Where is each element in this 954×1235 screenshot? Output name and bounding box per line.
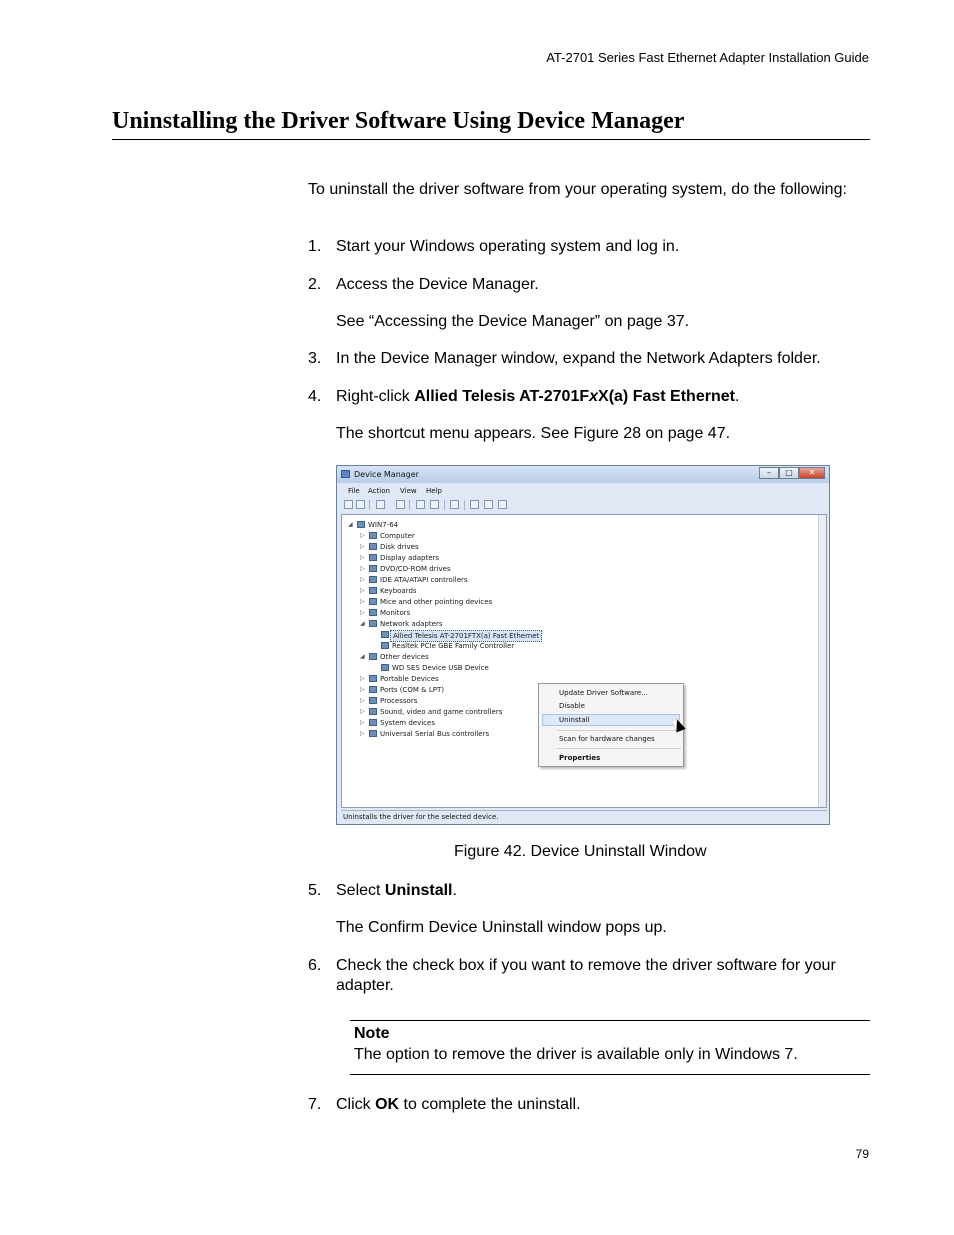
uninstall-icon[interactable] — [484, 500, 493, 509]
toolbar-separator — [444, 500, 445, 510]
tree-label: Computer — [380, 532, 415, 540]
ide-icon — [369, 576, 377, 583]
processor-icon — [369, 697, 377, 704]
expand-arrow-icon[interactable]: ▷ — [360, 697, 365, 704]
menu-item-scan-hardware[interactable]: Scan for hardware changes — [559, 735, 655, 743]
expand-arrow-icon[interactable]: ◢ — [360, 653, 365, 660]
uninstall-bold: Uninstall — [384, 882, 453, 899]
step-text-prefix: Right-click — [336, 388, 415, 405]
step-number: 4. — [308, 388, 322, 405]
update-driver-icon[interactable] — [470, 500, 479, 509]
device-tree — [341, 514, 827, 808]
tree-label: Realtek PCIe GBE Family Controller — [392, 642, 515, 650]
portable-device-icon — [369, 675, 377, 682]
menu-item-uninstall[interactable]: Uninstall — [559, 716, 590, 724]
expand-arrow-icon[interactable]: ▷ — [360, 609, 365, 616]
expand-arrow-icon[interactable]: ▷ — [360, 554, 365, 561]
device-manager-icon — [341, 470, 350, 478]
tree-label: Mice and other pointing devices — [380, 598, 493, 606]
window-controls — [759, 467, 825, 479]
intro-paragraph: To uninstall the driver software from your operating system, do the following: — [308, 181, 847, 198]
properties-icon[interactable] — [396, 500, 405, 509]
dvd-icon — [369, 565, 377, 572]
mouse-icon — [369, 598, 377, 605]
step-2-detail: See “Accessing the Device Manager” on page 37. — [336, 313, 690, 330]
status-bar: Uninstalls the driver for the selected device. — [341, 810, 827, 822]
expand-arrow-icon[interactable]: ▷ — [360, 730, 365, 737]
window-title: Device Manager — [354, 470, 419, 479]
step-text — [336, 387, 870, 407]
menu-separator — [557, 748, 681, 749]
forward-icon[interactable] — [356, 500, 365, 509]
network-adapter-icon — [381, 631, 389, 638]
step-text — [336, 1095, 870, 1115]
step-text-suffix: . — [734, 388, 740, 405]
toolbar-separator — [409, 500, 410, 510]
tree-label: Sound, video and game controllers — [380, 708, 503, 716]
step-number: 5. — [308, 882, 322, 899]
toolbar-separator — [369, 500, 370, 510]
tree-label: Allied Telesis AT-2701FTX(a) Fast Ethernet — [390, 630, 542, 642]
note-title: Note — [354, 1025, 390, 1042]
tree-scrollbar[interactable] — [818, 515, 826, 807]
tree-label: Other devices — [380, 653, 429, 661]
tree-label: WD SES Device USB Device — [392, 664, 489, 672]
expand-arrow-icon[interactable]: ▷ — [360, 708, 365, 715]
step-text: Check the check box if you want to remove the driver software for your adapter. — [336, 957, 836, 994]
computer-icon — [369, 532, 377, 539]
port-icon — [369, 686, 377, 693]
tree-label: Keyboards — [380, 587, 417, 595]
display-icon — [369, 554, 377, 561]
toolbar — [340, 498, 826, 512]
tree-label: Network adapters — [380, 620, 443, 628]
usb-icon — [369, 730, 377, 737]
step-text-suffix: . — [452, 882, 457, 899]
tree-label: Universal Serial Bus controllers — [380, 730, 490, 738]
toolbar-separator — [464, 500, 465, 510]
running-header: AT-2701 Series Fast Ethernet Adapter Installation Guide — [546, 50, 869, 65]
tree-label: IDE ATA/ATAPI controllers — [380, 576, 468, 584]
other-devices-icon — [369, 653, 377, 660]
keyboard-icon — [369, 587, 377, 594]
menu-item-update-driver[interactable]: Update Driver Software... — [559, 689, 648, 697]
monitor-icon — [369, 609, 377, 616]
back-icon[interactable] — [344, 500, 353, 509]
disk-icon — [369, 543, 377, 550]
menu-separator — [557, 730, 681, 731]
minimize-button[interactable]: – — [759, 467, 779, 479]
device-name-bold: Allied Telesis AT-2701F — [414, 388, 590, 405]
menu-item-disable[interactable]: Disable — [559, 702, 585, 710]
tree-label: DVD/CD-ROM drives — [380, 565, 451, 573]
sound-icon — [369, 708, 377, 715]
step-text — [336, 881, 870, 901]
expand-arrow-icon[interactable]: ▷ — [360, 719, 365, 726]
expand-arrow-icon[interactable]: ▷ — [360, 532, 365, 539]
tree-label: System devices — [380, 719, 435, 727]
maximize-button[interactable]: □ — [779, 467, 799, 479]
expand-arrow-icon[interactable]: ▷ — [360, 686, 365, 693]
disable-icon[interactable] — [498, 500, 507, 509]
expand-arrow-icon[interactable]: ▷ — [360, 565, 365, 572]
step-text: In the Device Manager window, expand the Network Adapters folder. — [336, 350, 821, 367]
note-body: The option to remove the driver is available only in Windows 7. — [354, 1046, 798, 1063]
step-4-detail: The shortcut menu appears. See Figure 28 on page 47. — [336, 425, 731, 442]
view-icon[interactable] — [430, 500, 439, 509]
expand-arrow-icon[interactable]: ▷ — [360, 576, 365, 583]
tree-label: Disk drives — [380, 543, 419, 551]
step-number: 1. — [308, 238, 322, 255]
tree-label: Processors — [380, 697, 418, 705]
computer-icon — [357, 521, 365, 528]
note-box — [350, 1020, 870, 1075]
context-menu — [538, 683, 684, 767]
expand-arrow-icon[interactable]: ▷ — [360, 543, 365, 550]
tree-label: Display adapters — [380, 554, 440, 562]
tree-label: Ports (COM & LPT) — [380, 686, 444, 694]
unknown-device-icon — [381, 664, 389, 671]
network-icon — [369, 620, 377, 627]
step-5-detail: The Confirm Device Uninstall window pops up. — [336, 919, 667, 936]
step-text-suffix: to complete the uninstall. — [399, 1096, 581, 1113]
tree-label: Portable Devices — [380, 675, 439, 683]
step-number: 3. — [308, 350, 322, 367]
expand-arrow-icon[interactable]: ▷ — [360, 587, 365, 594]
window-titlebar — [337, 466, 829, 483]
device-name-variable: x — [589, 388, 599, 405]
expand-arrow-icon[interactable]: ◢ — [360, 620, 365, 627]
menu-action[interactable]: Action — [368, 487, 390, 495]
section-title: Uninstalling the Driver Software Using Device Manager — [112, 108, 870, 140]
show-hide-tree-icon[interactable] — [376, 500, 385, 509]
tree-label: Monitors — [380, 609, 411, 617]
expand-arrow-icon[interactable]: ▷ — [360, 598, 365, 605]
expand-arrow-icon[interactable]: ◢ — [348, 521, 353, 528]
step-text-prefix: Select — [336, 882, 385, 899]
step-text-prefix: Click — [336, 1096, 376, 1113]
expand-arrow-icon[interactable]: ▷ — [360, 675, 365, 682]
system-device-icon — [369, 719, 377, 726]
menu-help[interactable]: Help — [426, 487, 442, 495]
ok-bold: OK — [375, 1096, 400, 1113]
device-manager-window — [336, 465, 830, 825]
step-number: 2. — [308, 276, 322, 293]
step-number: 6. — [308, 957, 322, 974]
step-number: 7. — [308, 1096, 322, 1113]
menu-view[interactable]: View — [400, 487, 417, 495]
scan-hardware-icon[interactable] — [450, 500, 459, 509]
menu-item-properties[interactable]: Properties — [559, 754, 601, 762]
figure-caption: Figure 42. Device Uninstall Window — [454, 843, 707, 860]
device-name-bold-tail: X(a) Fast Ethernet — [598, 388, 735, 405]
step-text: Access the Device Manager. — [336, 276, 539, 293]
menu-file[interactable]: File — [348, 487, 360, 495]
help-icon[interactable] — [416, 500, 425, 509]
step-text: Start your Windows operating system and log in. — [336, 238, 680, 255]
close-button[interactable]: ✕ — [799, 467, 825, 479]
tree-label: WIN7-64 — [368, 521, 399, 529]
network-adapter-icon — [381, 642, 389, 649]
page-number: 79 — [855, 1147, 869, 1161]
